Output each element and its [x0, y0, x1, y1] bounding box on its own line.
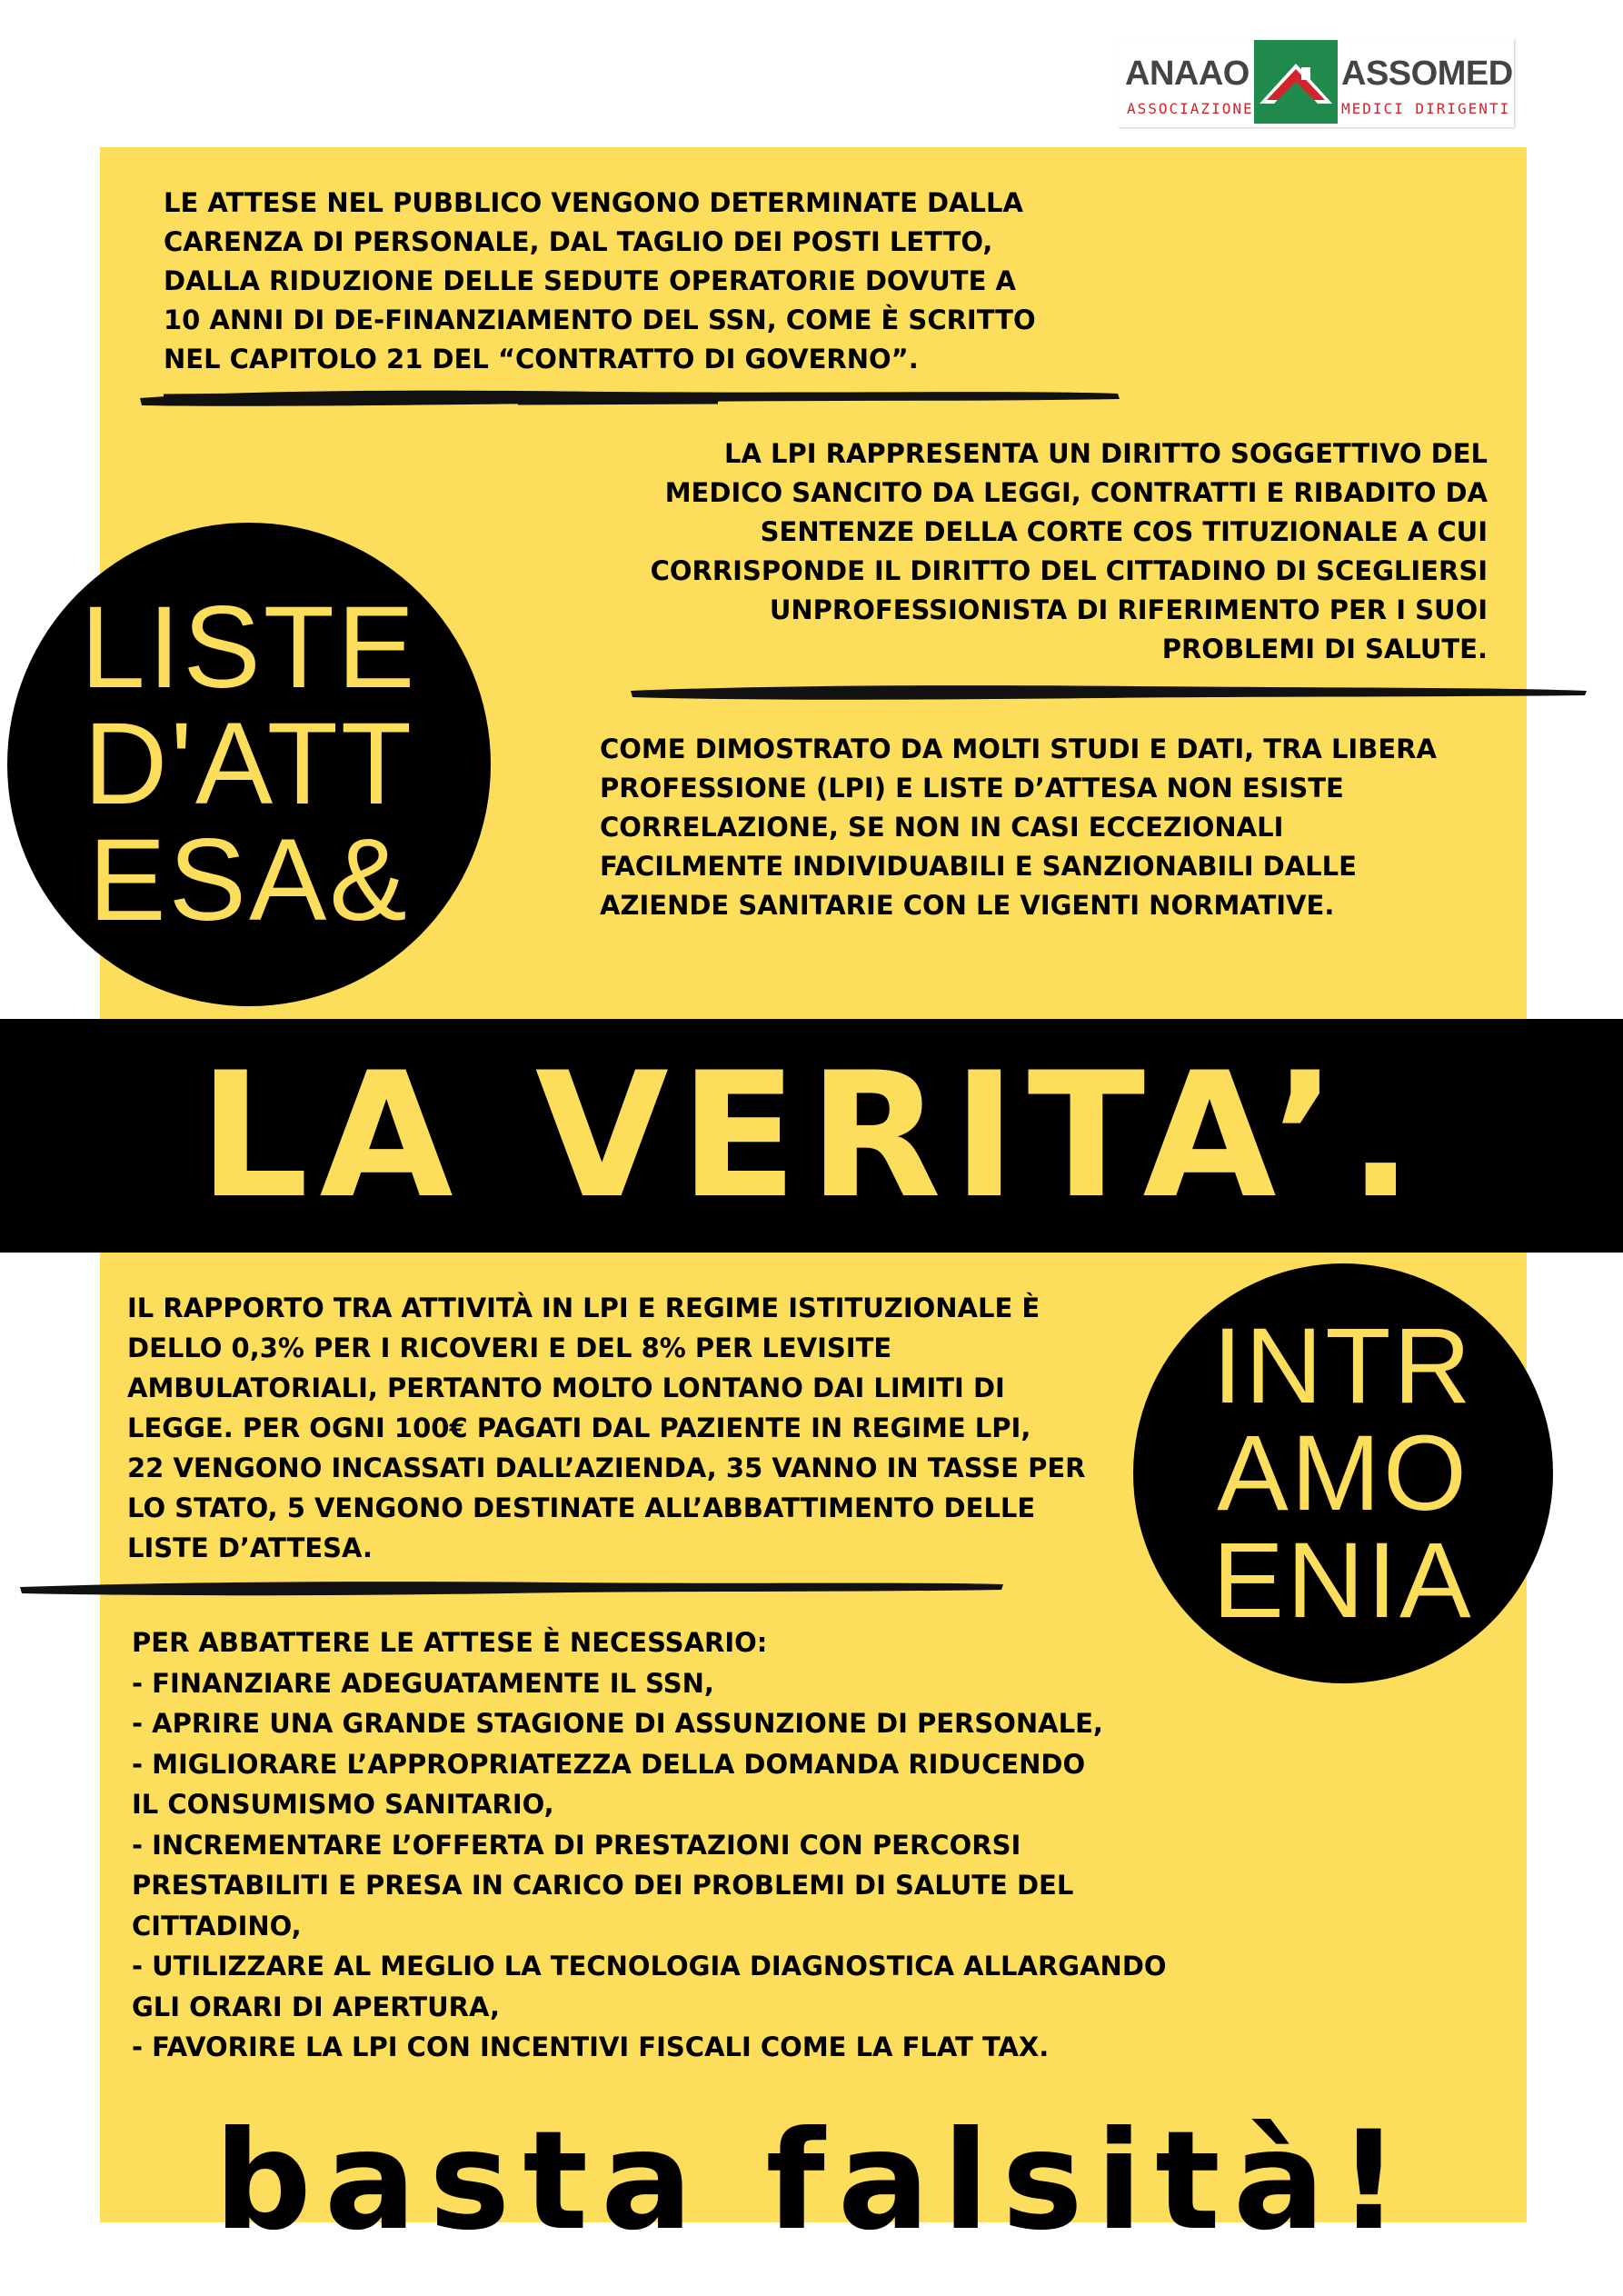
circle-intramoenia: [1133, 1263, 1553, 1683]
paragraph-lpi-ratio: IL RAPPORTO TRA ATTIVITÀ IN LPI E REGIME ISTITUZIONALE È DELLO 0,3% PER I RICOVERI E DEL 8% PER LEVISITE AMBULATORIALI, PERTANTO MOLTO LONTANO DAI LIMITI DI LEGGE. PER OGNI 100€ PAGATI DAL PAZIENTE IN REGIME LPI, 22 VENGONO INCASSATI DALL’AZIENDA, 35 VANNO IN TASSE PER LO STATO, 5 VENGONO DESTINATE ALL’ABBATTIMENTO DELLE LISTE D’ATTESA.: [127, 1293, 1086, 1563]
brush-stroke-divider-1: [136, 385, 1122, 409]
paragraph-lpi-right: LA LPI RAPPRESENTA UN DIRITTO SOGGETTIVO DEL MEDICO SANCITO DA LEGGI, CONTRATTI E RIBADITO DA SENTENZE DELLA CORTE COS TITUZIONALE A CUI CORRISPONDE IL DIRITTO DEL CITTADINO DI SCEGLIERSI UNPROFESSIONISTA DI RIFERIMENTO PER I SUOI PROBLEMI DI SALUTE.: [650, 438, 1488, 664]
paragraph-no-correlation: COME DIMOSTRATO DA MOLTI STUDI E DATI, TRA LIBERA PROFESSIONE (LPI) E LISTE D’ATTESA NON ESISTE CORRELAZIONE, SE NON IN CASI ECCEZIONALI FACILMENTE INDIVIDUABILI E SANZIONABILI DALLE AZIENDE SANITARIE CON LE VIGENTI NORMATIVE.: [600, 734, 1437, 921]
paragraph-necessary-actions: PER ABBATTERE LE ATTESE È NECESSARIO: - FINANZIARE ADEGUATAMENTE IL SSN, - APRIRE UNA GRANDE STAGIONE DI ASSUNZIONE DI PERSONALE, - MIGLIORARE L’APPROPRIATEZZA DELLA DOMANDA RIDUCENDO IL CONSUMISMO SANITARIO, - INCREMENTARE L’OFFERTA DI PRESTAZIONI CON PERCORSI PRESTABILITI E PRESA IN CARICO DEI PROBLEMI DI SALUTE DEL CITTADINO, - UTILIZZARE AL MEGLIO LA TECNOLOGIA DIAGNOSTICA ALLARGANDO GLI ORARI DI APERTURA, - FAVORIRE LA LPI CON INCENTIVI FISCALI COME LA FLAT TAX.: [132, 1627, 1167, 2062]
logo-house-icon: [1254, 40, 1338, 124]
logo-left-word: ANAAO: [1125, 55, 1250, 93]
paragraph-waiting-causes: LE ATTESE NEL PUBBLICO VENGONO DETERMINATE DALLA CARENZA DI PERSONALE, DAL TAGLIO DEI POSTI LETTO, DALLA RIDUZIONE DELLE SEDUTE OPERATORIE DOVUTE A 10 ANNI DI DE-FINANZIAMENTO DEL SSN, COME È SCRITTO NEL CAPITOLO 21 DEL “CONTRATTO DI GOVERNO”.: [164, 187, 1036, 374]
logo-left-subtitle: ASSOCIAZIONE: [1127, 100, 1254, 117]
circle-right-line-1: INTR: [1212, 1306, 1474, 1426]
circle-intramoenia-text: [1212, 1306, 1474, 1641]
circle-liste-attesa: [7, 523, 491, 1006]
anaao-assomed-logo: [1118, 38, 1514, 127]
brush-stroke-divider-2: [627, 680, 1590, 704]
logo-right-word: ASSOMED: [1341, 55, 1513, 93]
band-title: LA VERITA’.: [198, 1035, 1425, 1236]
circle-right-line-2: AMO: [1217, 1413, 1469, 1533]
bottom-title: basta falsità!: [214, 2102, 1413, 2261]
brush-stroke-divider-3: [16, 1575, 1007, 1599]
circle-right-line-3: ENIA: [1212, 1521, 1474, 1641]
circle-liste-attesa-text: [80, 583, 418, 945]
circle-left-line-3: ESA&: [88, 815, 410, 945]
logo-right-subtitle: MEDICI DIRIGENTI: [1341, 100, 1511, 117]
circle-left-line-1: LISTE: [80, 583, 418, 713]
circle-left-line-2: D'ATT: [83, 699, 415, 829]
